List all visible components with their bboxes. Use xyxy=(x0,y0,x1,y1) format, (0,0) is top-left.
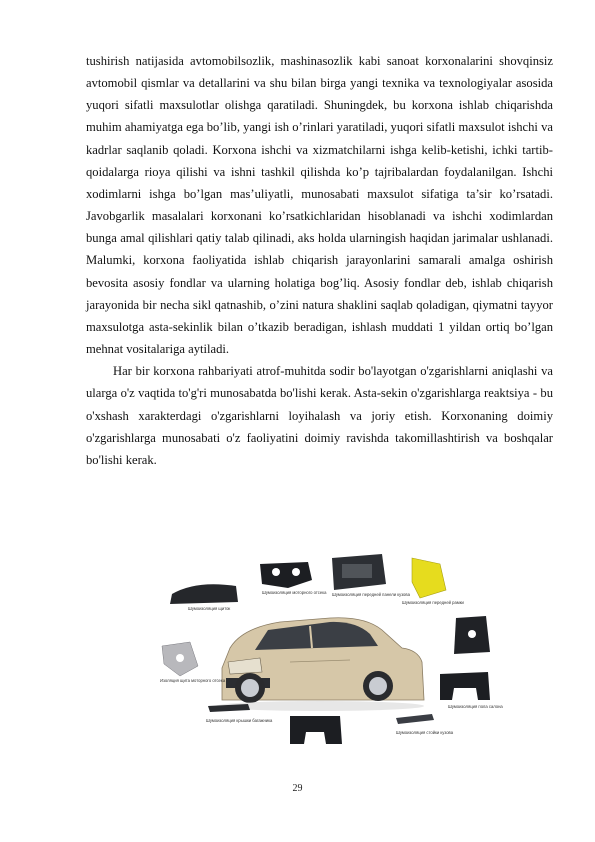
car-parts-illustration xyxy=(150,550,503,750)
car-insulation-figure xyxy=(150,550,503,750)
page-number: 29 xyxy=(292,783,303,794)
floor-part xyxy=(290,716,342,744)
car-image xyxy=(216,618,424,711)
caption-sill: Шумоизоляция стойки кузова xyxy=(396,730,454,735)
front-panel-part xyxy=(332,554,411,597)
caption-bonnet: Изоляция щита моторного отсека xyxy=(160,678,226,683)
caption-front-panel: Шумоизоляция передней панели кузова xyxy=(332,592,410,597)
paragraph-2: Har bir korxona rahbariyati atrof-muhitda sodir bo'layotgan o'zgarishlarni aniqlashi va ularga o'z vaqtida to'g'ri munosabatda bo'lishi kerak. Asta-sekin o'zgarishlarga reaktsiya - bu o'xshash xarakterdagi o'zgarishlarni loyihalash va joriy etish. Korxonaning doimiy o'zgarishlarga munosabati o'z faoliyatini doimiy ravishda takomillashtirish va boshqalar bo'lishi kerak. xyxy=(86,364,553,467)
caption-engine: Шумоизоляция моторного отсека xyxy=(262,590,327,595)
body-text xyxy=(86,50,553,471)
rear-block-part xyxy=(454,616,490,654)
paragraph-1: tushirish natijasida avtomobilsozlik, mashinasozlik kabi sanoat korxonalarini shovqinsiz avtomobil qismlar va detallarini va shu bilan birga yangi texnika va texnologiyalar asosida yuqori sifatli maxsulotlar olishga qaratiladi. Shuningdek, bu korxona ishlab chiqarishda muhim ahamiyatga ega bo’lib, yangi ish o’rinlari yaratiladi, yuqori sifatli maxsulot ishchi va kadrlar saqlanib qoladi. Korxona ishchi va xizmatchilarni ishga kelib-ketishi, ichki tartib-qoidalarga rioya qilishi va ishni tashkil qilishda ko’p tajribalardan foydalanilgan. Ishchi xodimlarni ishga bo’lgan mas’uliyatli, munosabati maxsulot sifatiga ta’sir ko’rsatadi. Javobgarlik masalalari korxonani ko’rsatkichlaridan hisoblanadi va ishchi xodimlardan bunga amal qilishlari qatiy talab qilinadi, aks holda ularningish haqidan jarimalar ushlanadi. Malumki, korxona faoliyatida ishlab chiqarish jarayonlarini samarali amalga oshirish bevosita asosiy fondlar va ularning holatiga bog’liq. Asosiy fondlar deb, ishlab chiqarish jarayonida bir necha sikl qatnashib, o’zini natura shaklini saqlab qoladigan, qiymatni tayyor maxsulotga asta-sekinlik bilan o’tkazib beradigan, ishlash muddati 1 yildan ortiq bo’lgan mehnat vositalariga aytiladi. xyxy=(86,54,553,357)
sill-part xyxy=(396,714,454,735)
caption-panel: Шумоизоляция щиток xyxy=(188,606,231,611)
dashboard-part xyxy=(170,584,238,611)
bracket-part xyxy=(402,558,465,605)
engine-shield-part xyxy=(260,562,327,595)
floor-insulation-part xyxy=(440,672,503,709)
caption-trunk: Шумоизоляция крышки багажника xyxy=(206,718,273,723)
bonnet-shield-part xyxy=(160,642,226,683)
caption-bracket: Шумоизоляция передней рамки xyxy=(402,600,464,605)
caption-floor: Шумоизоляция пола салона xyxy=(448,704,503,709)
